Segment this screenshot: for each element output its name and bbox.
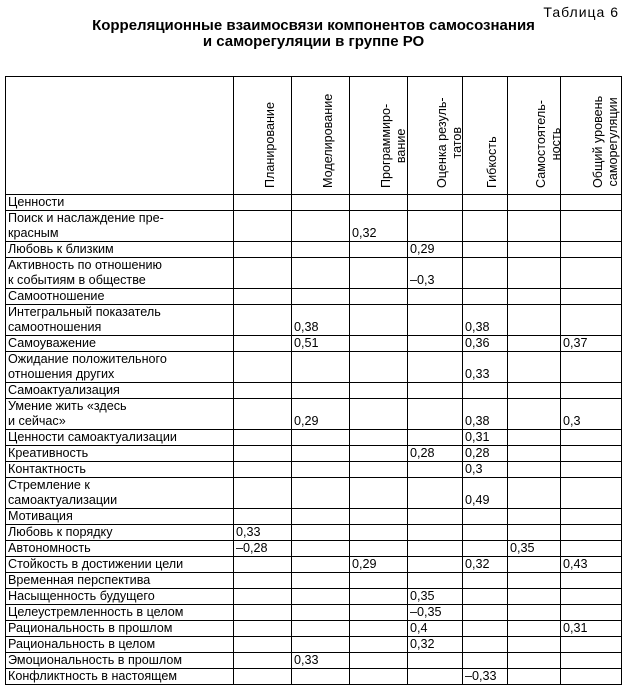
table-body [6,195,622,685]
row-label [6,653,234,669]
table-cell: 0,38 [292,305,350,336]
table-cell [508,352,561,383]
title-line-2: и саморегуляции в группе РО [202,33,425,50]
header-row [6,77,622,195]
row-label [6,478,234,509]
table-row [6,621,622,637]
table-cell: 0,33 [234,525,292,541]
table-cell [408,195,463,211]
table-cell [561,211,622,242]
table-cell [234,462,292,478]
column-header-line: Программиро- [378,103,393,188]
table-cell [508,336,561,352]
table-cell [508,430,561,446]
table-row [6,305,622,336]
table-row [6,669,622,685]
table-row [6,541,622,557]
table-cell [408,211,463,242]
table-cell [350,258,408,289]
table-cell [292,621,350,637]
column-header-line: вание [393,128,408,164]
table-cell [463,195,508,211]
table-cell [508,462,561,478]
table-cell [234,195,292,211]
table-cell [561,446,622,462]
table-cell [292,669,350,685]
table-cell [234,653,292,669]
table-cell [292,573,350,589]
table-cell [234,478,292,509]
header-corner [6,77,234,195]
table-cell [234,289,292,305]
table-cell [408,509,463,525]
table-cell [508,509,561,525]
row-label-line: Насыщенность будущего [8,589,155,603]
section-row [6,195,622,211]
section-title: Самоотношение [6,289,234,305]
table-cell [234,258,292,289]
table-row [6,653,622,669]
table-row [6,525,622,541]
table-cell [463,242,508,258]
row-label [6,589,234,605]
table-cell [292,258,350,289]
row-label-line: самоактуализации [8,493,118,507]
table-cell [292,446,350,462]
table-cell [350,669,408,685]
table-cell [508,289,561,305]
table-cell [292,289,350,305]
table-cell [463,605,508,621]
table-cell [463,637,508,653]
table-cell: 0,49 [463,478,508,509]
table-cell: 0,38 [463,399,508,430]
column-header-line: Моделирование [320,93,335,188]
table-cell: 0,33 [463,352,508,383]
table-cell [408,352,463,383]
table-cell: 0,51 [292,336,350,352]
table-cell [408,525,463,541]
table-cell [561,430,622,446]
column-header [234,77,292,195]
table-cell [408,399,463,430]
row-label-line: Эмоциональность в прошлом [8,653,183,667]
table-cell [350,383,408,399]
column-header-text [485,136,500,188]
table-cell [292,383,350,399]
row-label [6,525,234,541]
row-label-line: Любовь к близким [8,242,114,256]
table-cell [408,462,463,478]
row-label-line: Креативность [8,446,89,460]
table-cell [463,621,508,637]
column-header [508,77,561,195]
table-row [6,399,622,430]
table-cell [350,637,408,653]
table-row [6,557,622,573]
row-label [6,336,234,352]
section-title: Мотивация [6,509,234,525]
table-cell [463,509,508,525]
section-title: Ценности [6,195,234,211]
table-cell [561,305,622,336]
table-cell [350,653,408,669]
section-title: Временная перспектива [6,573,234,589]
table-cell [561,258,622,289]
column-header [561,77,622,195]
table-cell [508,589,561,605]
table-cell [463,653,508,669]
table-cell [350,195,408,211]
table-cell [508,653,561,669]
table-cell [508,557,561,573]
table-cell [561,541,622,557]
table-cell: 0,32 [463,557,508,573]
table-cell: 0,29 [350,557,408,573]
table-cell [350,478,408,509]
column-header-text [534,100,564,188]
table-row [6,478,622,509]
table-cell [508,573,561,589]
row-label-line: самоотношения [8,320,102,334]
column-header-text [435,97,465,188]
row-label-line: Рациональность в целом [8,637,156,651]
table-cell [350,399,408,430]
table-cell: –0,33 [463,669,508,685]
table-cell [350,573,408,589]
row-label-line: Стремление к [8,478,90,492]
table-cell [463,211,508,242]
section-row [6,573,622,589]
column-header-text [379,104,409,188]
table-cell [234,605,292,621]
table-cell [350,605,408,621]
column-header-line: Оценка резуль- [435,97,449,188]
row-label-line: Интегральный показатель [8,305,161,319]
table-cell [408,557,463,573]
table-cell [234,242,292,258]
table-cell [561,525,622,541]
table-cell [350,621,408,637]
table-cell [234,211,292,242]
table-row [6,336,622,352]
table-cell: 0,35 [508,541,561,557]
table-cell: 0,36 [463,336,508,352]
table-cell [508,669,561,685]
table-cell: 0,31 [561,621,622,637]
table-cell: –0,28 [234,541,292,557]
column-header-line: Планирование [262,102,277,188]
row-label-line: Рациональность в прошлом [8,621,173,635]
table-cell [292,637,350,653]
row-label-line: Стойкость в достижении цели [8,557,184,571]
table-cell [234,352,292,383]
table-cell: 0,29 [292,399,350,430]
row-label [6,557,234,573]
row-label [6,352,234,383]
table-row [6,462,622,478]
table-cell: –0,3 [408,258,463,289]
table-cell [508,621,561,637]
row-label [6,669,234,685]
column-header-text [591,96,621,188]
section-row [6,289,622,305]
row-label-line: Ожидание положительного [8,352,167,366]
table-cell: 0,3 [463,462,508,478]
table-cell [508,195,561,211]
table-cell [508,383,561,399]
column-header-text [321,94,336,188]
table-cell [561,242,622,258]
table-cell [350,525,408,541]
table-cell: 0,29 [408,242,463,258]
row-label [6,242,234,258]
table-cell [234,509,292,525]
table-cell [463,289,508,305]
row-label [6,399,234,430]
table-cell [508,446,561,462]
table-cell [561,605,622,621]
section-row [6,383,622,399]
table-row [6,446,622,462]
table-cell [463,258,508,289]
column-header [408,77,463,195]
column-header [292,77,350,195]
table-cell: 0,38 [463,305,508,336]
row-label [6,430,234,446]
table-cell [408,653,463,669]
table-cell [463,525,508,541]
row-label-line: Целеустремленность в целом [8,605,184,619]
table-cell [350,289,408,305]
table-cell [508,637,561,653]
row-label-line: Конфликтность в настоящем [8,669,178,683]
table-cell [463,573,508,589]
table-cell [561,383,622,399]
table-cell [561,478,622,509]
table-cell [408,669,463,685]
table-cell: 0,4 [408,621,463,637]
table-cell [292,525,350,541]
table-cell [234,589,292,605]
correlation-table [5,76,622,685]
table-cell [561,462,622,478]
table-cell [350,305,408,336]
table-cell [508,605,561,621]
table-cell [561,289,622,305]
table-row [6,258,622,289]
table-cell [508,525,561,541]
row-label [6,211,234,242]
table-cell [234,637,292,653]
table-row [6,352,622,383]
table-cell [234,669,292,685]
table-cell [408,383,463,399]
section-row [6,509,622,525]
table-title [0,18,627,50]
table-cell: 0,35 [408,589,463,605]
table-row [6,242,622,258]
table-cell [292,557,350,573]
table-cell [350,430,408,446]
table-cell [292,589,350,605]
table-cell [561,509,622,525]
table-cell [234,557,292,573]
row-label [6,446,234,462]
table-cell [408,430,463,446]
table-cell [234,383,292,399]
row-label [6,605,234,621]
row-label [6,621,234,637]
table-cell [561,589,622,605]
column-header [350,77,408,195]
table-cell: 0,28 [408,446,463,462]
table-cell [292,478,350,509]
row-label [6,637,234,653]
table-cell [234,621,292,637]
table-cell: 0,43 [561,557,622,573]
table-cell [350,446,408,462]
table-cell [463,541,508,557]
table-cell: 0,28 [463,446,508,462]
column-header-line: Самостоятель- [534,100,548,188]
row-label-line: к событиям в обществе [8,273,146,287]
table-number: Таблица 6 [543,4,619,20]
row-label-line: Любовь к порядку [8,525,113,539]
row-label-line: красным [8,226,59,240]
table-cell [408,541,463,557]
row-label-line: Ценности самоактуализации [8,430,177,444]
table-cell [292,430,350,446]
table-cell [350,462,408,478]
table-cell [508,242,561,258]
table-cell [350,589,408,605]
table-cell [408,478,463,509]
table-row [6,211,622,242]
table-cell [350,509,408,525]
table-row [6,430,622,446]
table-cell [350,336,408,352]
table-cell [561,573,622,589]
table-cell [561,637,622,653]
table-cell [292,509,350,525]
column-header-line: татов [450,126,464,159]
row-label [6,462,234,478]
row-label-line: Умение жить «здесь [8,399,127,413]
table-cell [508,478,561,509]
section-title: Самоактуализация [6,383,234,399]
table-cell [234,336,292,352]
table-cell [350,352,408,383]
table-cell [292,195,350,211]
table-cell [292,541,350,557]
table-cell: 0,33 [292,653,350,669]
table-cell [408,336,463,352]
table-cell [508,211,561,242]
column-header-line: Гибкость [485,136,499,188]
table-cell [463,383,508,399]
row-label-line: Поиск и наслаждение пре- [8,211,164,225]
table-row [6,637,622,653]
table-cell [508,258,561,289]
table-cell [350,541,408,557]
column-header-line: саморегуляции [606,97,620,187]
table-cell [292,242,350,258]
table-cell: 0,32 [408,637,463,653]
table-cell [234,430,292,446]
table-cell [350,242,408,258]
row-label-line: Активность по отношению [8,258,162,272]
table-cell [408,289,463,305]
table-cell: 0,37 [561,336,622,352]
column-header-line: ность [549,127,563,161]
table-cell [561,195,622,211]
row-label [6,305,234,336]
row-label-line: Самоуважение [8,336,97,350]
table-cell [234,399,292,430]
table-cell: 0,3 [561,399,622,430]
title-line-1: Корреляционные взаимосвязи компонентов самосознания [92,17,535,34]
table-cell [408,305,463,336]
table-cell [292,605,350,621]
table-row [6,605,622,621]
table-cell: 0,32 [350,211,408,242]
table-cell: 0,31 [463,430,508,446]
table-cell [234,573,292,589]
table-row [6,589,622,605]
table-cell [234,305,292,336]
row-label [6,541,234,557]
table-cell [561,669,622,685]
table-cell [561,653,622,669]
table-cell [292,462,350,478]
column-header-line: Общий уровень [591,95,605,188]
column-header [463,77,508,195]
table-cell [234,446,292,462]
row-label-line: отношения других [8,367,115,381]
table-cell: –0,35 [408,605,463,621]
table-cell [561,352,622,383]
row-label-line: Автономность [8,541,91,555]
column-header-text [263,102,278,188]
table-cell [292,211,350,242]
table-cell [508,399,561,430]
row-label-line: Контактность [8,462,86,476]
table-cell [508,305,561,336]
row-label [6,258,234,289]
table-cell [292,352,350,383]
table-cell [463,589,508,605]
row-label-line: и сейчас» [8,414,66,428]
table-cell [408,573,463,589]
